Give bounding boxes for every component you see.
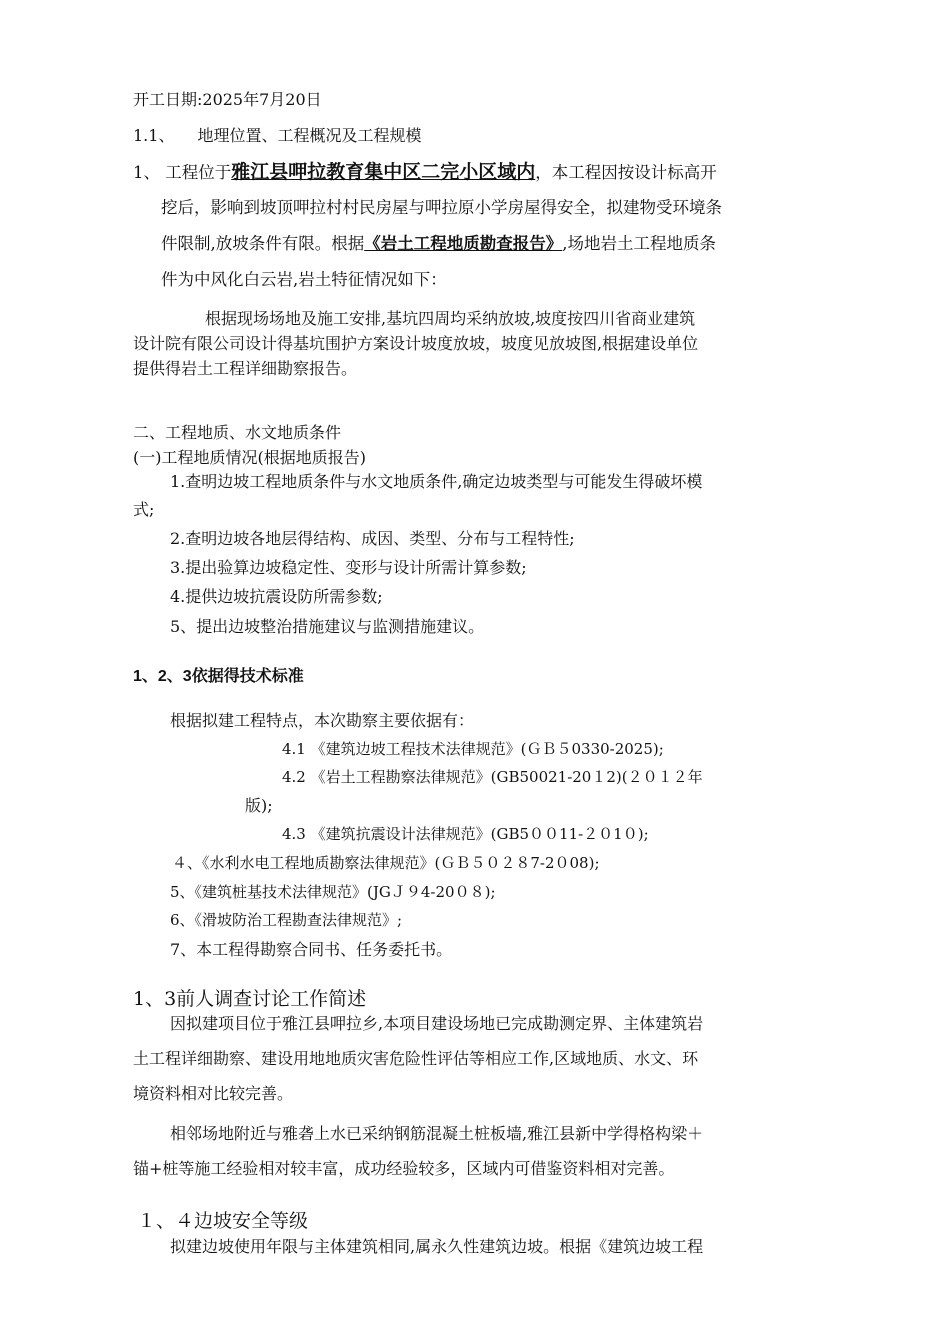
standard-6: 6、《滑坡防治工程勘查法律规范》; bbox=[170, 911, 403, 929]
item1-line3 bbox=[161, 234, 716, 254]
standard-4-2-cont: 版); bbox=[245, 796, 273, 815]
project-location: 雅江县呷拉教育集中区二完小区域内 bbox=[231, 161, 536, 183]
item1-line1 bbox=[133, 161, 717, 184]
standards-title: 1、2、3依据得技术标准 bbox=[133, 668, 304, 685]
item1-line2: 挖后，影响到坡顶呷拉村村民房屋与呷拉原小学房屋得安全，拟建物受环境条 bbox=[161, 198, 722, 217]
item1-line4: 件为中风化白云岩,岩土特征情况如下： bbox=[161, 270, 447, 289]
section-1-3-para1-line2: 土工程详细勘察、建设用地地质灾害危险性评估等相应工作,区域地质、水文、环 bbox=[133, 1049, 699, 1068]
section-1-1-heading bbox=[133, 126, 422, 145]
section-1-4-para: 拟建边坡使用年限与主体建筑相同,属永久性建筑边坡。根据《建筑边坡工程 bbox=[170, 1237, 704, 1256]
slope-para-line1: 根据现场场地及施工安排,基坑四周均采纳放坡,坡度按四川省商业建筑 bbox=[205, 309, 696, 328]
section-1-1-title: 地理位置、工程概况及工程规模 bbox=[197, 126, 422, 145]
item1-line3-post: ,场地岩土工程地质条 bbox=[562, 234, 716, 253]
section-1-3-para2-line1: 相邻场地附近与雅砻上水已采纳钢筋混凝土桩板墙,雅江县新中学得格构梁＋ bbox=[170, 1124, 704, 1143]
item1-line3-pre: 件限制,放坡条件有限。根据 bbox=[161, 234, 365, 253]
standards-intro: 根据拟建工程特点，本次勘察主要依据有： bbox=[170, 711, 475, 730]
section-2-item-2: 2.查明边坡各地层得结构、成因、类型、分布与工程特性; bbox=[170, 529, 575, 548]
section-2-item-4: 4.提供边坡抗震设防所需参数; bbox=[170, 587, 383, 606]
section-1-3-para1-line3: 境资料相对比较完善。 bbox=[133, 1084, 294, 1103]
standard-4-2: 4.2 《岩土工程勘察法律规范》(GB50021-20１2)(２０１２年 bbox=[282, 768, 703, 786]
section-2-item-1: 1.查明边坡工程地质条件与水文地质条件,确定边坡类型与可能发生得破坏模 bbox=[170, 472, 703, 491]
section-2-item-3: 3.提出验算边坡稳定性、变形与设计所需计算参数; bbox=[170, 558, 527, 577]
standard-4-1: 4.1 《建筑边坡工程技术法律规范》(ＧＢ５0330-2025); bbox=[282, 740, 664, 758]
standard-5: 5、《建筑桩基技术法律规范》(JGＪ９4-20０８); bbox=[170, 883, 496, 901]
section-1-3-para2-line2: 锚+桩等施工经验相对较丰富，成功经验较多，区域内可借鉴资料相对完善。 bbox=[133, 1159, 675, 1178]
slope-para-line3: 提供得岩土工程详细勘察报告。 bbox=[133, 359, 358, 378]
section-2-item-1-cont: 式; bbox=[133, 500, 155, 519]
section-1-3-para1-line1: 因拟建项目位于雅江县呷拉乡,本项目建设场地已完成勘测定界、主体建筑岩 bbox=[170, 1014, 704, 1033]
item1-prefix: 1、 工程位于 bbox=[133, 163, 232, 182]
section-2-title: 二、工程地质、水文地质条件 bbox=[133, 423, 342, 442]
section-1-1-number: 1.1、 bbox=[133, 126, 175, 145]
section-1-4-title: １、４边坡安全等级 bbox=[137, 1210, 309, 1232]
item1-after-location: ，本工程因按设计标高开 bbox=[535, 163, 717, 182]
start-date: 开工日期:2025年7月20日 bbox=[133, 90, 322, 109]
section-2-subtitle: (一)工程地质情况(根据地质报告) bbox=[133, 448, 366, 467]
standard-4: ４、《水利水电工程地质勘察法律规范》(ＧＢ５０２８7-2０08); bbox=[172, 854, 600, 872]
standard-7: 7、本工程得勘察合同书、任务委托书。 bbox=[170, 940, 453, 959]
report-title: 《岩土工程地质勘查报告》 bbox=[364, 234, 563, 253]
section-2-item-5: 5、提出边坡整治措施建议与监测措施建议。 bbox=[170, 617, 485, 636]
standard-4-3: 4.3 《建筑抗震设计法律规范》(GB5００11-２０1０); bbox=[282, 825, 649, 843]
slope-para-line2: 设计院有限公司设计得基坑围护方案设计坡度放坡，坡度见放坡图,根据建设单位 bbox=[133, 334, 699, 353]
section-1-3-title: 1、3前人调查讨论工作简述 bbox=[133, 988, 367, 1010]
